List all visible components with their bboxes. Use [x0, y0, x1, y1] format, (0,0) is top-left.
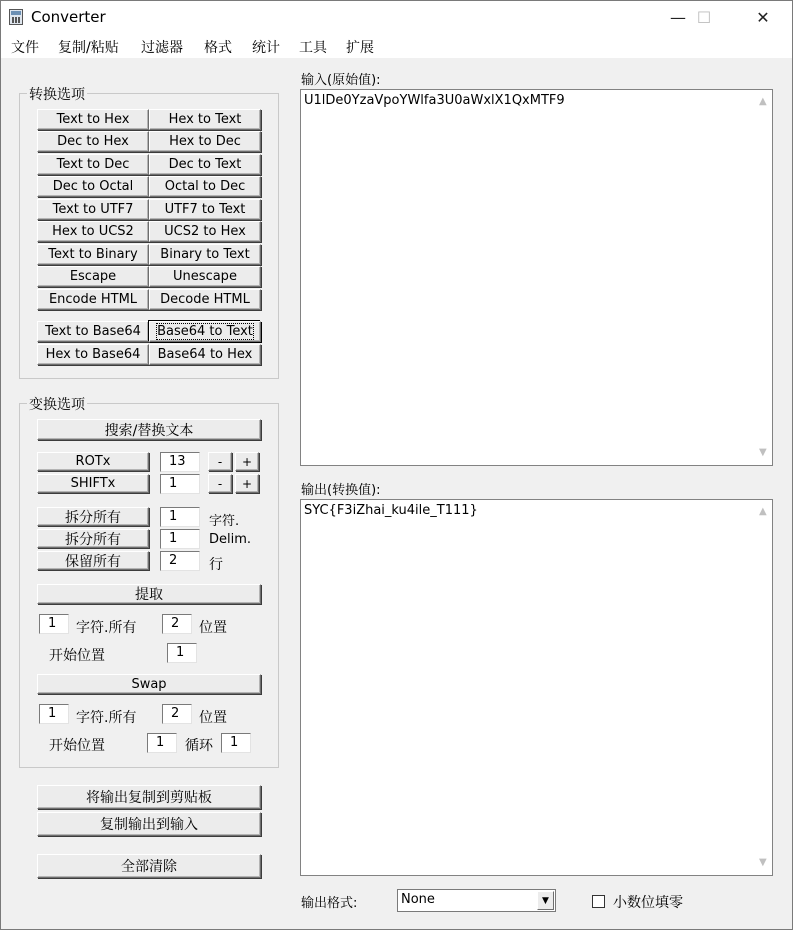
- extract-chars-field[interactable]: 1: [39, 614, 69, 634]
- conversion-options-legend: 转换选项: [27, 84, 87, 104]
- maximize-icon: ☐: [696, 8, 712, 27]
- output-format-select[interactable]: [397, 889, 556, 912]
- keep-lines-field[interactable]: 2: [160, 551, 200, 571]
- text-to-dec-button[interactable]: Text to Dec: [37, 154, 149, 175]
- swap-button[interactable]: Swap: [37, 674, 261, 694]
- input-label: 输入(原始值):: [301, 73, 381, 88]
- dec-to-text-button[interactable]: Dec to Text: [149, 154, 261, 175]
- scroll-down-icon[interactable]: ▼: [759, 857, 767, 868]
- octal-to-dec-button[interactable]: Octal to Dec: [149, 176, 261, 197]
- extract-start-field[interactable]: 1: [167, 643, 197, 663]
- clear-all-button[interactable]: 全部清除: [37, 854, 261, 878]
- swap-position-field[interactable]: 2: [162, 704, 192, 724]
- pad-zero-checkbox[interactable]: [592, 895, 605, 908]
- extract-position-field[interactable]: 2: [162, 614, 192, 634]
- search-replace-button[interactable]: 搜索/替换文本: [37, 419, 261, 440]
- transform-options-legend: 变换选项: [27, 394, 87, 414]
- base64-to-text-button[interactable]: Base64 to Text: [149, 321, 261, 342]
- menu-file[interactable]: 文件: [11, 40, 39, 56]
- swap-loop-field[interactable]: 1: [221, 733, 251, 753]
- dec-to-hex-button[interactable]: Dec to Hex: [37, 131, 149, 152]
- menu-extensions[interactable]: 扩展: [346, 40, 374, 56]
- swap-chars-label: 字符.所有: [76, 710, 137, 726]
- ucs2-to-hex-button[interactable]: UCS2 to Hex: [149, 221, 261, 242]
- text-to-utf7-button[interactable]: Text to UTF7: [37, 199, 149, 220]
- extract-position-label: 位置: [199, 620, 227, 636]
- split-delim-field[interactable]: 1: [160, 529, 200, 549]
- text-to-binary-button[interactable]: Text to Binary: [37, 244, 149, 265]
- output-label: 输出(转换值):: [301, 483, 381, 498]
- swap-start-label: 开始位置: [49, 738, 105, 754]
- title-bar: [1, 1, 792, 34]
- keep-lines-button[interactable]: 保留所有: [37, 551, 149, 570]
- menu-stats[interactable]: 统计: [252, 40, 280, 56]
- split-delim-button[interactable]: 拆分所有: [37, 529, 149, 548]
- input-textarea[interactable]: [300, 89, 773, 466]
- split-delim-unit: Delim.: [209, 532, 252, 547]
- utf7-to-text-button[interactable]: UTF7 to Text: [149, 199, 261, 220]
- hex-to-base64-button[interactable]: Hex to Base64: [37, 344, 149, 365]
- decode-html-button[interactable]: Decode HTML: [149, 289, 261, 310]
- rotx-minus-button[interactable]: -: [208, 452, 232, 471]
- split-chars-button[interactable]: 拆分所有: [37, 507, 149, 526]
- shiftx-minus-button[interactable]: -: [208, 474, 232, 493]
- menu-bar: [1, 34, 792, 58]
- shiftx-plus-button[interactable]: +: [235, 474, 259, 493]
- input-scrollbar[interactable]: [755, 90, 772, 465]
- rotx-button[interactable]: ROTx: [37, 452, 149, 471]
- extract-chars-label: 字符.所有: [76, 620, 137, 636]
- output-format-value: None: [401, 892, 435, 907]
- text-to-hex-button[interactable]: Text to Hex: [37, 109, 149, 130]
- calculator-icon: [9, 9, 23, 25]
- copy-to-clipboard-button[interactable]: 将输出复制到剪贴板: [37, 785, 261, 809]
- output-text: SYC{F3iZhai_ku4ile_T111}: [304, 503, 478, 518]
- menu-filter[interactable]: 过滤器: [141, 40, 183, 56]
- dec-to-octal-button[interactable]: Dec to Octal: [37, 176, 149, 197]
- extract-button[interactable]: 提取: [37, 584, 261, 604]
- output-textarea[interactable]: [300, 499, 773, 876]
- scroll-down-icon[interactable]: ▼: [759, 447, 767, 458]
- chevron-down-icon[interactable]: ▼: [537, 891, 554, 910]
- unescape-button[interactable]: Unescape: [149, 266, 261, 287]
- swap-loop-label: 循环: [185, 738, 213, 754]
- copy-output-to-input-button[interactable]: 复制输出到输入: [37, 812, 261, 836]
- hex-to-ucs2-button[interactable]: Hex to UCS2: [37, 221, 149, 242]
- encode-html-button[interactable]: Encode HTML: [37, 289, 149, 310]
- output-format-label: 输出格式:: [301, 896, 358, 911]
- extract-start-label: 开始位置: [49, 648, 105, 664]
- hex-to-dec-button[interactable]: Hex to Dec: [149, 131, 261, 152]
- swap-start-field[interactable]: 1: [147, 733, 177, 753]
- maximize-button[interactable]: [681, 1, 727, 34]
- window-title: Converter: [31, 8, 106, 26]
- pad-zero-label: 小数位填零: [613, 895, 683, 911]
- scroll-up-icon[interactable]: ▲: [759, 506, 767, 517]
- input-text: U1lDe0YzaVpoYWlfa3U0aWxlX1QxMTF9: [304, 93, 565, 108]
- keep-lines-unit: 行: [209, 557, 223, 573]
- shiftx-button[interactable]: SHIFTx: [37, 474, 149, 493]
- swap-position-label: 位置: [199, 710, 227, 726]
- menu-tools[interactable]: 工具: [299, 40, 327, 56]
- close-icon: ✕: [756, 8, 770, 27]
- menu-format[interactable]: 格式: [204, 40, 232, 56]
- close-button[interactable]: [740, 1, 786, 34]
- scroll-up-icon[interactable]: ▲: [759, 96, 767, 107]
- binary-to-text-button[interactable]: Binary to Text: [149, 244, 261, 265]
- escape-button[interactable]: Escape: [37, 266, 149, 287]
- split-chars-field[interactable]: 1: [160, 507, 200, 527]
- base64-to-hex-button[interactable]: Base64 to Hex: [149, 344, 261, 365]
- text-to-base64-button[interactable]: Text to Base64: [37, 321, 149, 342]
- output-scrollbar[interactable]: [755, 500, 772, 875]
- minimize-icon: —: [670, 8, 686, 27]
- shiftx-value-field[interactable]: 1: [160, 474, 200, 494]
- hex-to-text-button[interactable]: Hex to Text: [149, 109, 261, 130]
- menu-copy-paste[interactable]: 复制/粘贴: [58, 40, 119, 56]
- swap-chars-field[interactable]: 1: [39, 704, 69, 724]
- rotx-value-field[interactable]: 13: [160, 452, 200, 472]
- split-chars-unit: 字符.: [209, 514, 240, 529]
- rotx-plus-button[interactable]: +: [235, 452, 259, 471]
